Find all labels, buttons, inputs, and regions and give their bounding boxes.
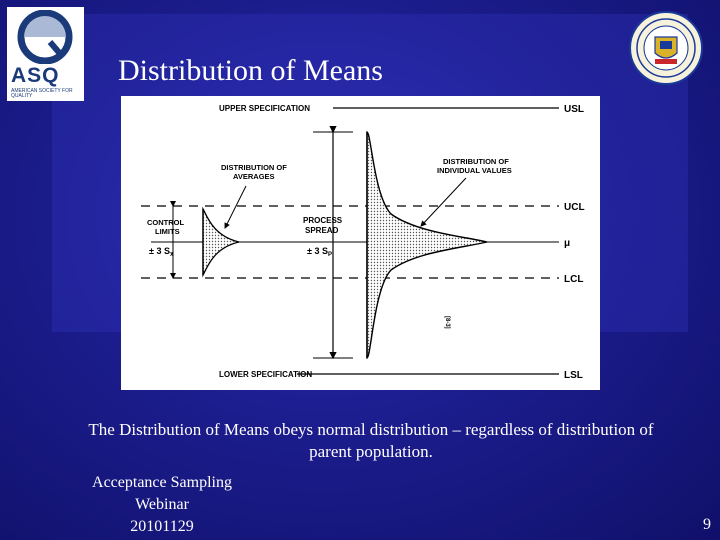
asq-q-icon: [10, 10, 80, 64]
figure-tag: [8-3]: [444, 316, 450, 329]
distribution-diagram: [121, 96, 600, 390]
footer-line-1: Acceptance Sampling: [92, 474, 232, 491]
control-limits-label-2: LIMITS: [155, 227, 180, 236]
footer-line-3: 20101129: [130, 518, 194, 535]
asq-logo-subtext: AMERICAN SOCIETY FOR QUALITY: [11, 88, 73, 99]
university-seal-icon: [629, 11, 703, 85]
process-sigma-label: ± 3 $S_P$: [307, 246, 332, 258]
lcl-label: LCL: [564, 274, 584, 285]
process-spread-label-2: SPREAD: [305, 226, 339, 235]
upper-spec-label: UPPER SPECIFICATION: [219, 104, 310, 113]
footer-text: [76, 472, 248, 538]
asq-logo-text: ASQ: [11, 64, 60, 87]
ucl-label: UCL: [564, 202, 585, 213]
dist-averages-label-1: DISTRIBUTION OF: [221, 163, 287, 172]
footer-line-2: Webinar: [135, 496, 189, 513]
control-limits-label-1: CONTROL: [147, 218, 185, 227]
dist-averages-label-2: AVERAGES: [233, 172, 275, 181]
usl-label: USL: [564, 104, 584, 115]
dist-individual-label-2: INDIVIDUAL VALUES: [437, 166, 512, 175]
slide-caption: The Distribution of Means obeys normal distribution – regardless of distribution of parent population.: [88, 420, 654, 461]
averages-curve: [203, 209, 239, 275]
asq-logo: [7, 7, 84, 101]
seal-logo: [629, 11, 703, 85]
process-spread-label-1: PROCESS: [303, 216, 343, 225]
mean-label: μ: [564, 238, 571, 249]
control-sigma-label: ± 3 $S_{x̄}$: [149, 246, 174, 258]
lower-spec-label: LOWER SPECIFICATION: [219, 370, 313, 379]
dist-individual-label-1: DISTRIBUTION OF: [443, 157, 509, 166]
distribution-figure: [121, 96, 600, 390]
page-number: 9: [703, 516, 711, 533]
slide-title: Distribution of Means: [118, 54, 383, 87]
lsl-label: LSL: [564, 370, 583, 381]
